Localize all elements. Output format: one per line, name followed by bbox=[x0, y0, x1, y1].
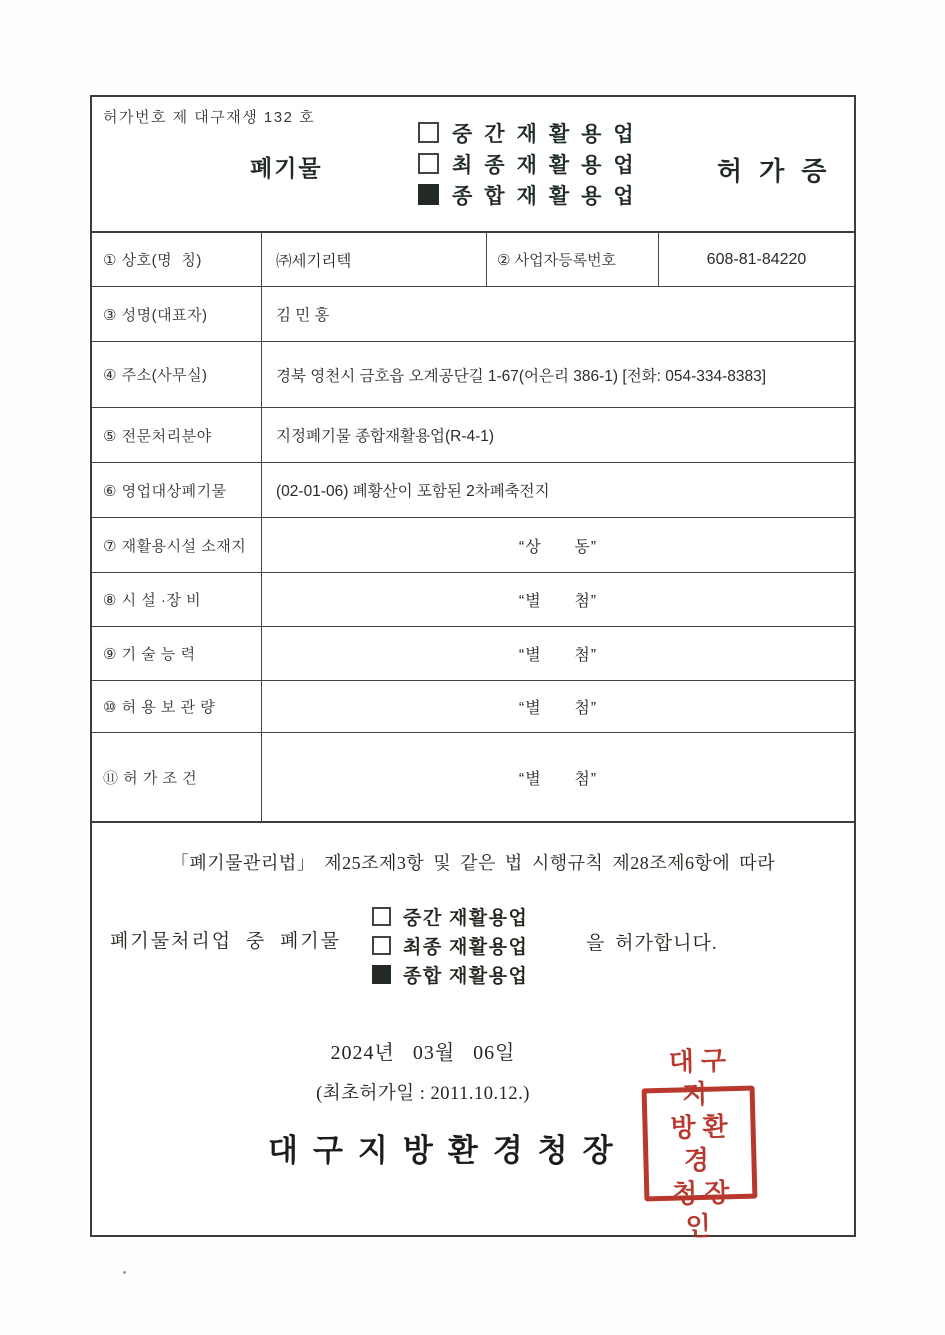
checkbox-final-recycling bbox=[372, 936, 391, 955]
row-label: ③ 성명(대표자) bbox=[92, 287, 262, 341]
business-type-checkbox-group bbox=[418, 117, 646, 210]
table-row-target-waste bbox=[92, 463, 854, 518]
row-label: ⑤ 전문처리분야 bbox=[92, 408, 262, 462]
company-name-value: ㈜세기리텍 bbox=[262, 233, 487, 286]
grant-verb-text: 을 허가합니다. bbox=[586, 933, 718, 954]
seal-text: 대구지 bbox=[668, 1045, 734, 1109]
table-row-permit-conditions bbox=[92, 733, 854, 823]
table-row-specialty bbox=[92, 408, 854, 463]
table-row-storage-capacity bbox=[92, 681, 854, 733]
target-waste-value: (02-01-06) 폐황산이 포함된 2차폐축전지 bbox=[276, 483, 550, 500]
table-row-company bbox=[92, 233, 854, 287]
grant-subject-text: 폐기물처리업 중 폐기물 bbox=[110, 931, 342, 952]
checkbox-row-final bbox=[372, 931, 528, 960]
checkbox-row-interim bbox=[418, 117, 646, 148]
facility-location-value: “상 동” bbox=[518, 538, 598, 556]
grant-statement-section bbox=[92, 823, 854, 1241]
row-label: ④ 주소(사무실) bbox=[92, 342, 262, 407]
grant-checkbox-group bbox=[372, 902, 528, 989]
checkbox-row-final bbox=[418, 148, 646, 179]
representative-name-value: 김 민 홍 bbox=[276, 307, 330, 324]
checkbox-comprehensive-recycling bbox=[418, 184, 439, 205]
waste-permit-document bbox=[90, 95, 856, 1241]
row-label: ⑧ 시 설 ·장 비 bbox=[92, 573, 262, 626]
scan-artifact bbox=[123, 1271, 126, 1274]
equipment-value: “별 첨” bbox=[518, 593, 598, 610]
checkbox-label: 최종 재활용업 bbox=[403, 937, 529, 958]
official-seal bbox=[642, 1045, 758, 1241]
checkbox-label: 종합재활용업 bbox=[452, 183, 646, 208]
row-label: ② 사업자등록번호 bbox=[487, 233, 659, 286]
issue-date: 2024년 03월 06일 bbox=[330, 1042, 516, 1064]
checkbox-interim-recycling bbox=[372, 907, 391, 926]
title-permit-certificate: 허가증 bbox=[717, 157, 844, 186]
checkbox-final-recycling bbox=[418, 153, 439, 174]
row-label: ⑪ 허 가 조 건 bbox=[92, 733, 262, 821]
row-label: ① 상호(명 칭) bbox=[92, 233, 262, 286]
specialty-value: 지정폐기물 종합재활용업(R-4-1) bbox=[276, 428, 495, 445]
table-row-representative bbox=[92, 287, 854, 342]
address-value: 경북 영천시 금호읍 오계공단길 1-67(어은리 386-1) [전화: 054-334-8383] bbox=[276, 367, 767, 385]
issuing-authority: 대구지방환경청장 bbox=[268, 1133, 628, 1168]
title-waste: 폐기물 bbox=[250, 156, 323, 181]
checkbox-label: 최종재활용업 bbox=[452, 152, 646, 177]
document-header bbox=[92, 97, 854, 233]
business-reg-number-value: 608-81-84220 bbox=[706, 250, 807, 268]
legal-basis-text: 「폐기물관리법」 제25조제3항 및 같은 법 시행규칙 제28조제6항에 따라 bbox=[170, 853, 776, 873]
seal-text: 청장인 bbox=[671, 1177, 737, 1241]
row-label: ⑨ 기 술 능 력 bbox=[92, 627, 262, 680]
storage-capacity-value: “별 첨” bbox=[518, 700, 598, 717]
row-label: ⑩ 허 용 보 관 량 bbox=[92, 681, 262, 732]
checkbox-comprehensive-recycling bbox=[372, 965, 391, 984]
table-row-facility-location bbox=[92, 518, 854, 573]
checkbox-label: 중간 재활용업 bbox=[403, 908, 529, 929]
first-permit-date: (최초허가일 : 2011.10.12.) bbox=[316, 1084, 530, 1104]
row-label: ⑦ 재활용시설 소재지 bbox=[92, 518, 262, 572]
checkbox-label: 종합 재활용업 bbox=[403, 966, 529, 987]
checkbox-row-comprehensive bbox=[418, 179, 646, 210]
table-row-equipment bbox=[92, 573, 854, 627]
row-label: ⑥ 영업대상폐기물 bbox=[92, 463, 262, 517]
checkbox-label: 중간재활용업 bbox=[452, 121, 646, 146]
table-row-address bbox=[92, 342, 854, 408]
checkbox-interim-recycling bbox=[418, 122, 439, 143]
tech-capability-value: “별 첨” bbox=[518, 647, 598, 664]
seal-text: 방환경 bbox=[670, 1111, 736, 1175]
checkbox-row-comprehensive bbox=[372, 960, 528, 989]
checkbox-row-interim bbox=[372, 902, 528, 931]
permit-conditions-value: “별 첨” bbox=[518, 770, 598, 788]
permit-number: 허가번호 제 대구재생 132 호 bbox=[103, 109, 316, 126]
table-row-tech-capability bbox=[92, 627, 854, 681]
